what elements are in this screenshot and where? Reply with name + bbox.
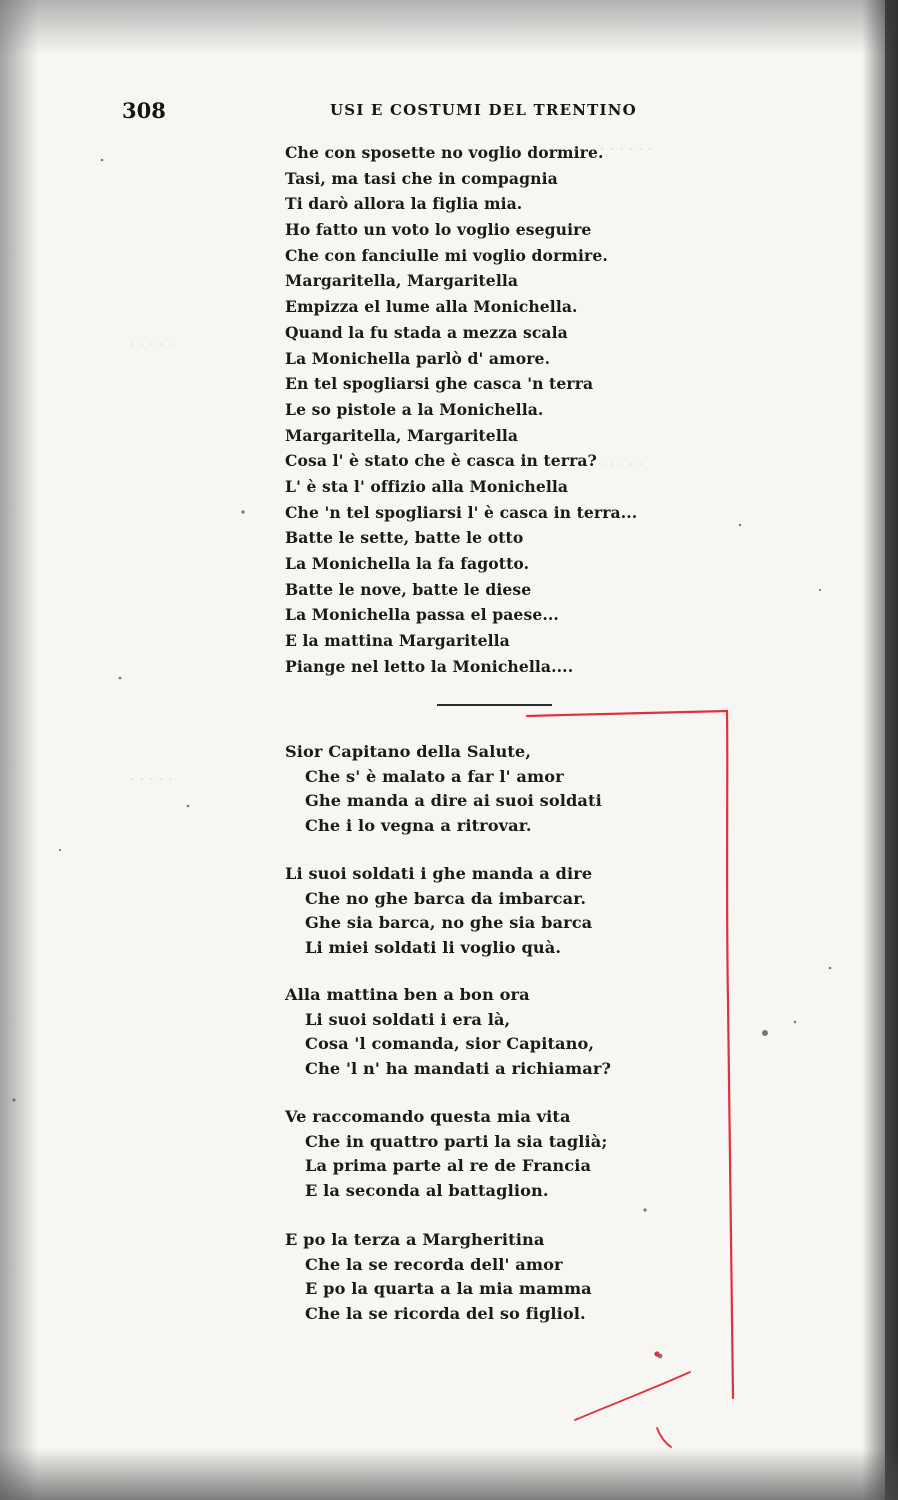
poem-2-stanza-3 [285,983,611,1081]
verse-line: Che la se ricorda del so figliol. [305,1303,586,1323]
verse-line: En tel spogliarsi ghe casca 'n terra [285,374,594,394]
verse-line: Margaritella, Margaritella [285,425,519,445]
verse-line: Alla mattina ben a bon ora [285,985,530,1004]
verse-line: Ho fatto un voto lo voglio eseguire [285,220,592,240]
verse-line: Che 'l n' ha mandati a richiamar? [305,1058,612,1078]
verse-line: Che in quattro parti la sia taglià; [305,1131,608,1151]
verse-line: Quand la fu stada a mezza scala [285,322,568,342]
verse-line: Li suoi soldati i ghe manda a dire [285,864,593,883]
verse-line: Che s' è malato a far l' amor [305,766,564,786]
running-head-title: USI E COSTUMI DEL TRENTINO [330,101,637,119]
verse-line: Cosa 'l comanda, sior Capitano, [305,1034,595,1053]
verse-line: Ti darò allora la figlia mia. [285,194,523,214]
verse-line: La Monichella la fa fagotto. [285,554,530,573]
verse-line: E po la quarta a la mia mamma [305,1279,592,1298]
running-head [122,98,682,122]
verse-line: Piange nel letto la Monichella.... [285,656,574,676]
verse-line: Sior Capitano della Salute, [285,742,532,761]
verse-line: La prima parte al re de Francia [305,1156,592,1175]
verse-line: Ve raccomando questa mia vita [285,1107,571,1126]
poem-1 [285,140,637,679]
verse-line: Li suoi soldati i era là, [305,1009,511,1029]
verse-line: Margaritella, Margaritella [285,271,519,291]
section-divider [437,704,552,706]
poem-2-stanza-2 [285,862,592,960]
poem-2-stanza-1 [285,740,602,838]
verse-line: Batte le nove, batte le diese [285,579,532,599]
verse-line: E la mattina Margaritella [285,631,510,651]
verse-line: Cosa l' è stato che è casca in terra? [285,451,597,471]
verse-line: Le so pistole a la Monichella. [285,399,544,419]
verse-line: Che con sposette no voglio dormire. [285,143,604,162]
verse-line: E la seconda al battaglion. [305,1180,549,1200]
verse-line: Che la se recorda dell' amor [305,1254,563,1274]
verse-line: Empizza el lume alla Monichella. [285,297,578,317]
verse-line: Che con fanciulle mi voglio dormire. [285,245,608,265]
page-number: 308 [122,98,166,123]
verse-line: Tasi, ma tasi che in compagnia [285,168,558,188]
verse-line: Batte le sette, batte le otto [285,528,524,548]
verse-line: Che no ghe barca da imbarcar. [305,888,587,908]
verse-line: La Monichella passa el paese... [285,605,559,625]
verse-line: Che i lo vegna a ritrovar. [305,815,532,835]
verse-line: Che 'n tel spogliarsi l' è casca in terra... [285,502,638,522]
verse-line: Ghe sia barca, no ghe sia barca [305,913,593,932]
poem-2-stanza-5 [285,1228,592,1326]
verse-line: E po la terza a Margheritina [285,1230,545,1249]
verse-line: Li miei soldati li voglio quà. [305,937,562,957]
verse-line: La Monichella parlò d' amore. [285,348,551,368]
verse-line: Ghe manda a dire ai suoi soldati [305,791,602,810]
verse-line: L' è sta l' offizio alla Monichella [285,476,569,496]
poem-2-stanza-4 [285,1105,607,1203]
